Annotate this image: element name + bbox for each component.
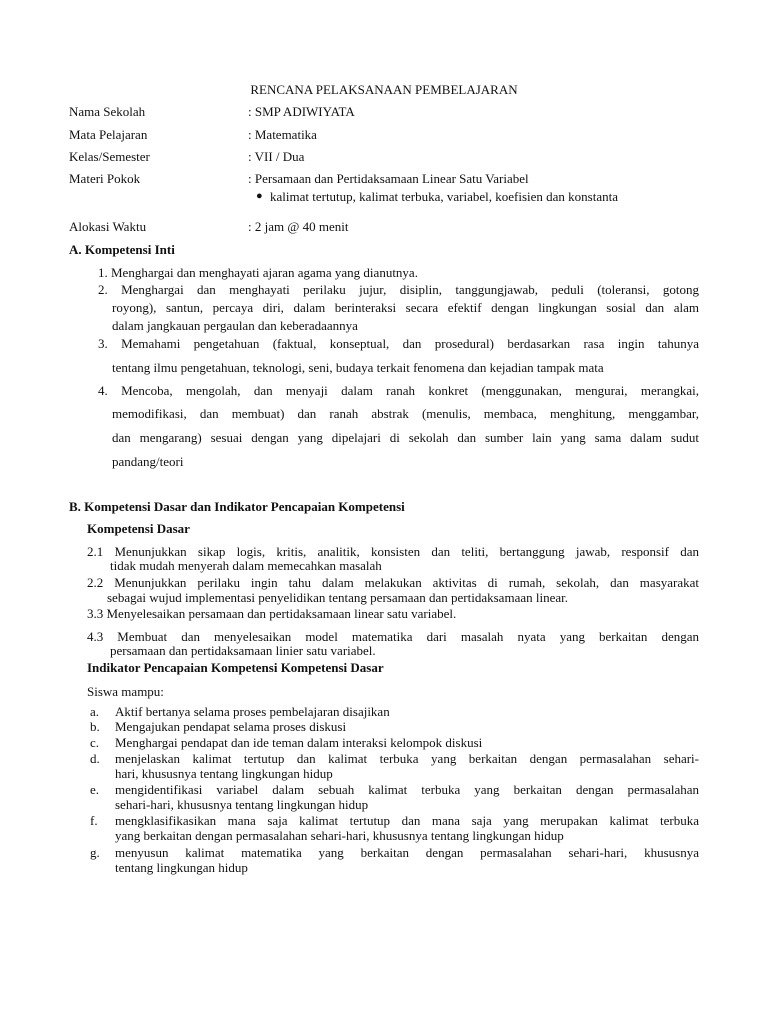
indicator-item: Aktif bertanya selama proses pembelajaran disajikan bbox=[115, 704, 390, 719]
ki-4-line1: 4. Mencoba, mengolah, dan menyaji dalam ranah konkret (menggunakan, mengurai, merangkai, bbox=[98, 383, 699, 398]
ki-4-line3: dan mengarang) sesuai dengan yang dipelajari di sekolah dan sumber lain yang sama dalam sudut bbox=[112, 430, 699, 445]
indicator-letter: b. bbox=[90, 719, 100, 734]
ki-1: 1. Menghargai dan menghayati ajaran agama yang dianutnya. bbox=[98, 265, 418, 280]
section-a-heading: A. Kompetensi Inti bbox=[69, 242, 175, 257]
indicator-item: mengklasifikasikan mana saja kalimat tertutup dan mana saja yang merupakan kalimat terbuka bbox=[115, 813, 699, 828]
indicator-item-cont: yang berkaitan dengan permasalahan sehari-hari, khususnya tentang lingkungan hidup bbox=[115, 828, 564, 843]
kd-2-1-line2: tidak mudah menyerah dalam memecahkan masalah bbox=[110, 558, 382, 573]
ki-4-line2: memodifikasi, dan membuat) dan ranah abstrak (menulis, membaca, menghitung, menggambar, bbox=[112, 406, 699, 421]
indicator-letter: e. bbox=[90, 782, 100, 797]
school-value: : SMP ADIWIYATA bbox=[248, 104, 355, 119]
indicator-item: Mengajukan pendapat selama proses diskusi bbox=[115, 719, 347, 734]
subject-value: : Matematika bbox=[248, 127, 317, 142]
indicator-letter: c. bbox=[90, 735, 100, 750]
time-value: : 2 jam @ 40 menit bbox=[248, 219, 349, 234]
indicator-item: menjelaskan kalimat tertutup dan kalimat terbuka yang berkaitan dengan permasalahan sehari- bbox=[115, 751, 699, 766]
class-value: : VII / Dua bbox=[248, 149, 305, 164]
school-label: Nama Sekolah bbox=[69, 104, 146, 119]
indicator-item-cont: tentang lingkungan hidup bbox=[115, 860, 248, 875]
indicator-letter: a. bbox=[90, 704, 100, 719]
ki-3-line1: 3. Memahami pengetahuan (faktual, konseptual, dan prosedural) berdasarkan rasa ingin tahunya bbox=[98, 336, 699, 351]
indicator-item: mengidentifikasi variabel dalam sebuah kalimat terbuka yang berkaitan dengan permasalahan bbox=[115, 782, 699, 797]
indicator-heading: Indikator Pencapaian Kompetensi Kompetensi Dasar bbox=[87, 660, 384, 675]
kd-4-3-line2: persamaan dan pertidaksamaan linier satu variabel. bbox=[110, 643, 376, 658]
kd-2-1-line1: 2.1 Menunjukkan sikap logis, kritis, analitik, konsisten dan teliti, bertanggung jawab, responsif dan bbox=[87, 544, 699, 559]
class-label: Kelas/Semester bbox=[69, 149, 150, 164]
indicator-item-cont: sehari-hari, khususnya tentang lingkungan hidup bbox=[115, 797, 369, 812]
topic-value: : Persamaan dan Pertidaksamaan Linear Satu Variabel bbox=[248, 171, 529, 186]
kd-4-3-line1: 4.3 Membuat dan menyelesaikan model matematika dari masalah nyata yang berkaitan dengan bbox=[87, 629, 699, 644]
ki-2-line2: royong), santun, percaya diri, dalam berinteraksi secara efektif dengan lingkungan sosial dan alam bbox=[112, 300, 699, 315]
indicator-letter: f. bbox=[90, 813, 98, 828]
ki-2-line1: 2. Menghargai dan menghayati perilaku jujur, disiplin, tanggungjawab, peduli (toleransi, gotong bbox=[98, 282, 699, 297]
indicator-item-cont: hari, khususnya tentang lingkungan hidup bbox=[115, 766, 333, 781]
topic-bullet: kalimat tertutup, kalimat terbuka, variabel, koefisien dan konstanta bbox=[270, 189, 618, 204]
indicator-intro: Siswa mampu: bbox=[87, 684, 164, 699]
indicator-item: menyusun kalimat matematika yang berkaitan dengan permasalahan sehari-hari, khususnya bbox=[115, 845, 699, 860]
ki-2-line3: dalam jangkauan pergaulan dan keberadaannya bbox=[112, 318, 358, 333]
section-b-heading: B. Kompetensi Dasar dan Indikator Pencapaian Kompetensi bbox=[69, 499, 405, 514]
subject-label: Mata Pelajaran bbox=[69, 127, 148, 142]
kd-2-2-line1: 2.2 Menunjukkan perilaku ingin tahu dalam melakukan aktivitas di rumah, sekolah, dan masyarakat bbox=[87, 575, 699, 590]
indicator-item: Menghargai pendapat dan ide teman dalam interaksi kelompok diskusi bbox=[115, 735, 483, 750]
kd-3-3: 3.3 Menyelesaikan persamaan dan pertidaksamaan linear satu variabel. bbox=[87, 606, 457, 621]
indicator-letter: d. bbox=[90, 751, 100, 766]
ki-4-line4: pandang/teori bbox=[112, 454, 184, 469]
bullet-icon: ● bbox=[256, 190, 263, 202]
kd-2-2-line2: sebagai wujud implementasi penyelidikan tentang persamaan dan pertidaksamaan linear. bbox=[107, 590, 568, 605]
page-title: RENCANA PELAKSANAAN PEMBELAJARAN bbox=[250, 82, 518, 97]
time-label: Alokasi Waktu bbox=[69, 219, 147, 234]
ki-3-line2: tentang ilmu pengetahuan, teknologi, seni, budaya terkait fenomena dan kejadian tampak mata bbox=[112, 360, 604, 375]
topic-label: Materi Pokok bbox=[69, 171, 141, 186]
indicator-letter: g. bbox=[90, 845, 100, 860]
kd-heading: Kompetensi Dasar bbox=[87, 521, 190, 536]
